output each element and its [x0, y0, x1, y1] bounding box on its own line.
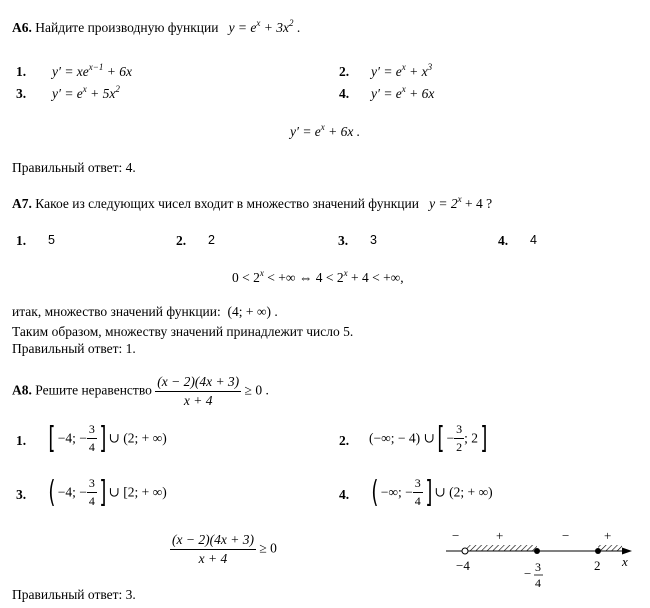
hatch-region-2 [598, 545, 622, 551]
a8-answer: Правильный ответ: 3. [12, 587, 136, 602]
a8-label: А8. [12, 382, 32, 398]
a8-option-1[interactable] [16, 420, 167, 456]
a6-option-4-formula: $y' = e^x + 6x$ [371, 84, 435, 101]
closed-point-1 [534, 548, 540, 554]
a8-option-2[interactable] [339, 420, 488, 456]
a8-relation: ≥ 0 . [244, 382, 269, 398]
a7-option-4[interactable] [498, 233, 537, 249]
a7-option-3[interactable] [338, 233, 377, 249]
a6-option-3[interactable] [16, 84, 120, 102]
a8-solution [170, 532, 277, 567]
a6-label: А6. [12, 20, 32, 35]
a7-question [12, 196, 492, 212]
a7-option-2-num: 2. [176, 233, 187, 248]
a6-function: $y = e^x + 3x^2$ . [228, 18, 301, 35]
a7-question-text: Какое из следующих чисел входит в множество значений функции [35, 196, 419, 211]
a7-label: А7. [12, 196, 32, 211]
a6-option-2[interactable] [339, 62, 433, 80]
a7-function: $y = 2^x + 4$ ? [429, 194, 493, 211]
a7-option-3-value: 3 [370, 233, 377, 247]
a7-option-2-value: 2 [208, 233, 215, 247]
a6-option-4[interactable] [339, 84, 435, 102]
a8-question [12, 374, 269, 409]
a8-option-4-formula: ( −∞; − $\frac{3}{4}$ ] ∪ (2; + ∞) [371, 474, 493, 510]
a6-option-1[interactable] [16, 62, 132, 80]
point-label-2-num: 3 [535, 560, 541, 574]
a6-option-2-formula: $y' = e^x + x^3$ [371, 62, 433, 79]
axis-label: x [622, 554, 628, 569]
point-label-1: −4 [456, 558, 470, 573]
a6-option-2-num: 2. [339, 64, 350, 79]
a7-option-1-value: 5 [48, 233, 55, 247]
a8-option-2-num: 2. [339, 432, 350, 448]
a7-line-2: Таким образом, множеству значений принадлежит число 5. [12, 324, 354, 339]
a8-option-1-num: 1. [16, 432, 27, 448]
a8-option-1-formula: [ −4; − $\frac{3}{4}$ ] ∪ (2; + ∞) [48, 420, 167, 456]
a7-answer: Правильный ответ: 1. [12, 341, 136, 356]
a8-solution-relation: ≥ 0 [259, 540, 277, 556]
sign-1: − [452, 528, 460, 543]
point-label-2-den: 4 [535, 576, 541, 590]
a6-option-1-num: 1. [16, 64, 27, 79]
point-label-2-sign: − [524, 566, 532, 581]
a8-option-2-formula: (−∞; − 4) ∪[ − $\frac{3}{2}$ ; 2] [369, 420, 488, 456]
a8-option-3-num: 3. [16, 486, 27, 502]
number-line [440, 524, 640, 594]
a7-solution: $0 < 2^x$ < +∞ ⇔ $4 < 2^x + 4$ < +∞, [232, 268, 404, 285]
a8-option-3-formula: ( −4; − $\frac{3}{4}$ ] ∪ [2; + ∞) [48, 474, 167, 510]
a7-line-1: итак, множество значений функции: (4; + ∞) . [12, 304, 278, 319]
a8-question-text: Решите неравенство [35, 382, 152, 398]
sign-2: + [496, 528, 504, 543]
a6-solution: $y' = e^x + 6x$ . [290, 122, 361, 139]
a8-option-4[interactable] [339, 474, 493, 510]
a6-option-3-num: 3. [16, 86, 27, 101]
hatch-region-1 [466, 545, 537, 551]
a7-range: (4; + ∞) . [227, 304, 278, 319]
a8-option-3[interactable] [16, 474, 167, 510]
a7-option-3-num: 3. [338, 233, 349, 248]
sign-4: + [604, 528, 612, 543]
a6-option-1-formula: $y' = xe^{x-1} + 6x$ [52, 62, 132, 79]
a7-option-2[interactable] [176, 233, 215, 249]
a8-option-4-num: 4. [339, 486, 350, 502]
a6-answer: Правильный ответ: 4. [12, 160, 136, 175]
a8-solution-fraction: $\frac{(x - 2)(4x + 3)}{x + 4}$ [172, 532, 254, 566]
closed-point-2 [595, 548, 601, 554]
point-label-3: 2 [594, 558, 601, 573]
a7-option-4-value: 4 [530, 233, 537, 247]
open-point [462, 548, 468, 554]
a7-option-4-num: 4. [498, 233, 509, 248]
a7-option-1[interactable] [16, 233, 55, 249]
sign-3: − [562, 528, 570, 543]
a6-option-4-num: 4. [339, 86, 350, 101]
a6-option-3-formula: $y' = e^x + 5x^2$ [52, 84, 120, 101]
a6-question-text: Найдите производную функции [35, 20, 219, 35]
a6-question [12, 20, 300, 36]
a8-fraction: $\frac{(x - 2)(4x + 3)}{x + 4}$ [157, 374, 240, 408]
a7-option-1-num: 1. [16, 233, 27, 248]
